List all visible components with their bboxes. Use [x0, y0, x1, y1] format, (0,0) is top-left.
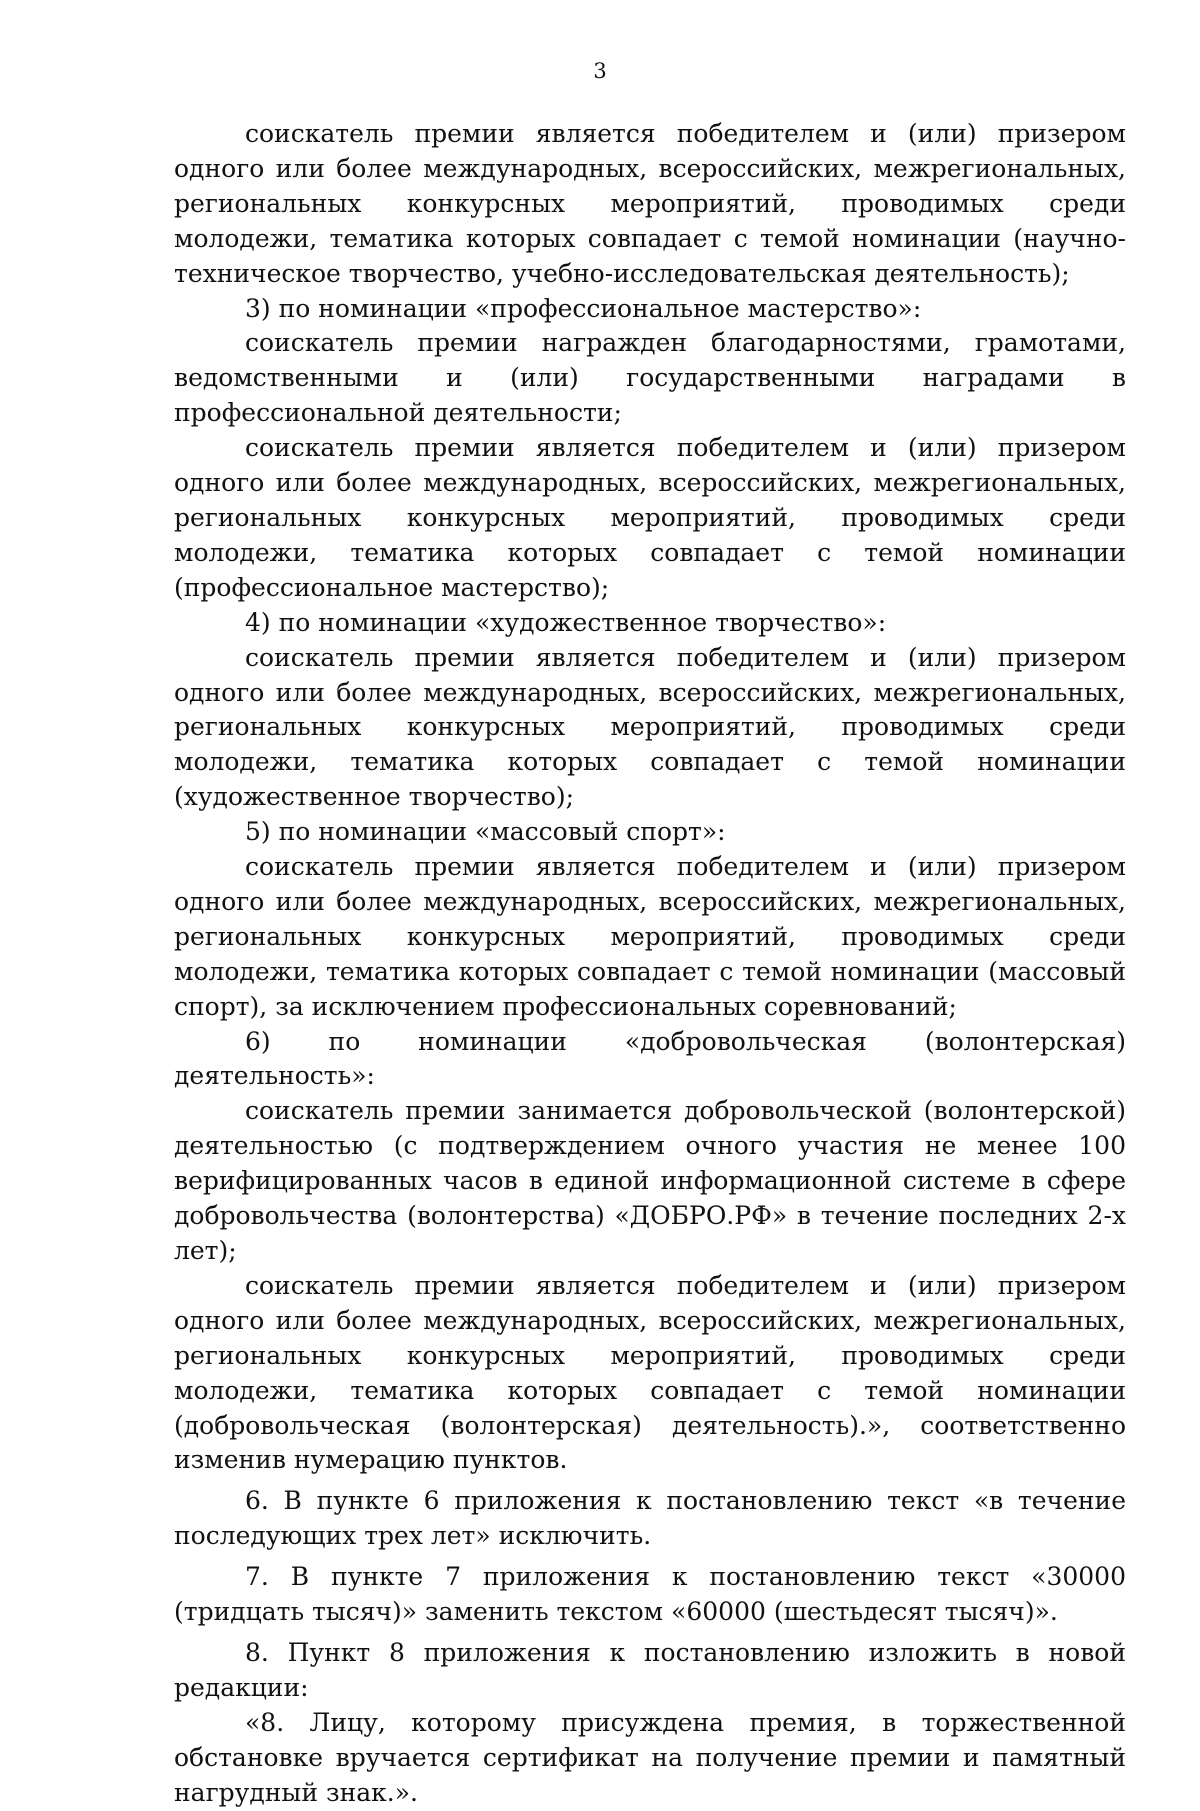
paragraph: соискатель премии является победителем и (или) призером одного или более международных, всероссийских, межрегиональных, региональных конкурсных мероприятий, проводимых среди молодежи, тематика которых совпадает с темой номинации (художественное творчество);	[174, 642, 1126, 812]
paragraph: соискатель премии является победителем и (или) призером одного или более международных, всероссийских, межрегиональных, региональных конкурсных мероприятий, проводимых среди молодежи, тематика которых совпадает с темой номинации (научно-техническое творчество, учебно-исследовательская деятельность);	[174, 119, 1126, 288]
document-body	[174, 117, 1126, 1811]
paragraph: соискатель премии является победителем и (или) призером одного или более международных, всероссийских, межрегиональных, региональных конкурсных мероприятий, проводимых среди молодежи, тематика которых совпадает с темой номинации (массовый спорт), за исключением профессиональных соревнований;	[174, 852, 1126, 1021]
paragraph: 8. Пункт 8 приложения к постановлению изложить в новой редакции:	[174, 1637, 1126, 1702]
paragraph: соискатель премии награжден благодарностями, грамотами, ведомственными и (или) государственными наградами в профессиональной деятельности;	[174, 328, 1126, 428]
paragraph: 6. В пункте 6 приложения к постановлению текст «в течение последующих трех лет» исключить.	[174, 1486, 1126, 1551]
paragraph: соискатель премии является победителем и (или) призером одного или более международных, всероссийских, межрегиональных, региональных конкурсных мероприятий, проводимых среди молодежи, тематика которых совпадает с темой номинации (добровольческая (волонтерская) деятельность).», соответственно изменив нумерацию пунктов.	[174, 1270, 1126, 1475]
paragraph: 5) по номинации «массовый спорт»:	[245, 817, 726, 847]
page-number: 3	[593, 59, 607, 83]
paragraph: соискатель премии занимается добровольческой (волонтерской) деятельностью (с подтверждением очного участия не менее 100 верифицированных часов в единой информационной системе в сфере добровольчества (волонтерства) «ДОБРО.РФ» в течение последних 2-х лет);	[174, 1096, 1126, 1265]
paragraph: «8. Лицу, которому присуждена премия, в торжественной обстановке вручается сертификат на получение премии и памятный нагрудный знак.».	[174, 1707, 1126, 1807]
paragraph: соискатель премии является победителем и (или) призером одного или более международных, всероссийских, межрегиональных, региональных конкурсных мероприятий, проводимых среди молодежи, тематика которых совпадает с темой номинации (профессиональное мастерство);	[174, 433, 1126, 602]
paragraph: 4) по номинации «художественное творчество»:	[245, 607, 887, 637]
paragraph: 6) по номинации «добровольческая (волонтерская) деятельность»:	[174, 1026, 1126, 1091]
paragraph: 3) по номинации «профессиональное мастерство»:	[245, 293, 922, 323]
paragraph: 7. В пункте 7 приложения к постановлению текст «30000 (тридцать тысяч)» заменить текстом «60000 (шестьдесят тысяч)».	[174, 1562, 1126, 1627]
